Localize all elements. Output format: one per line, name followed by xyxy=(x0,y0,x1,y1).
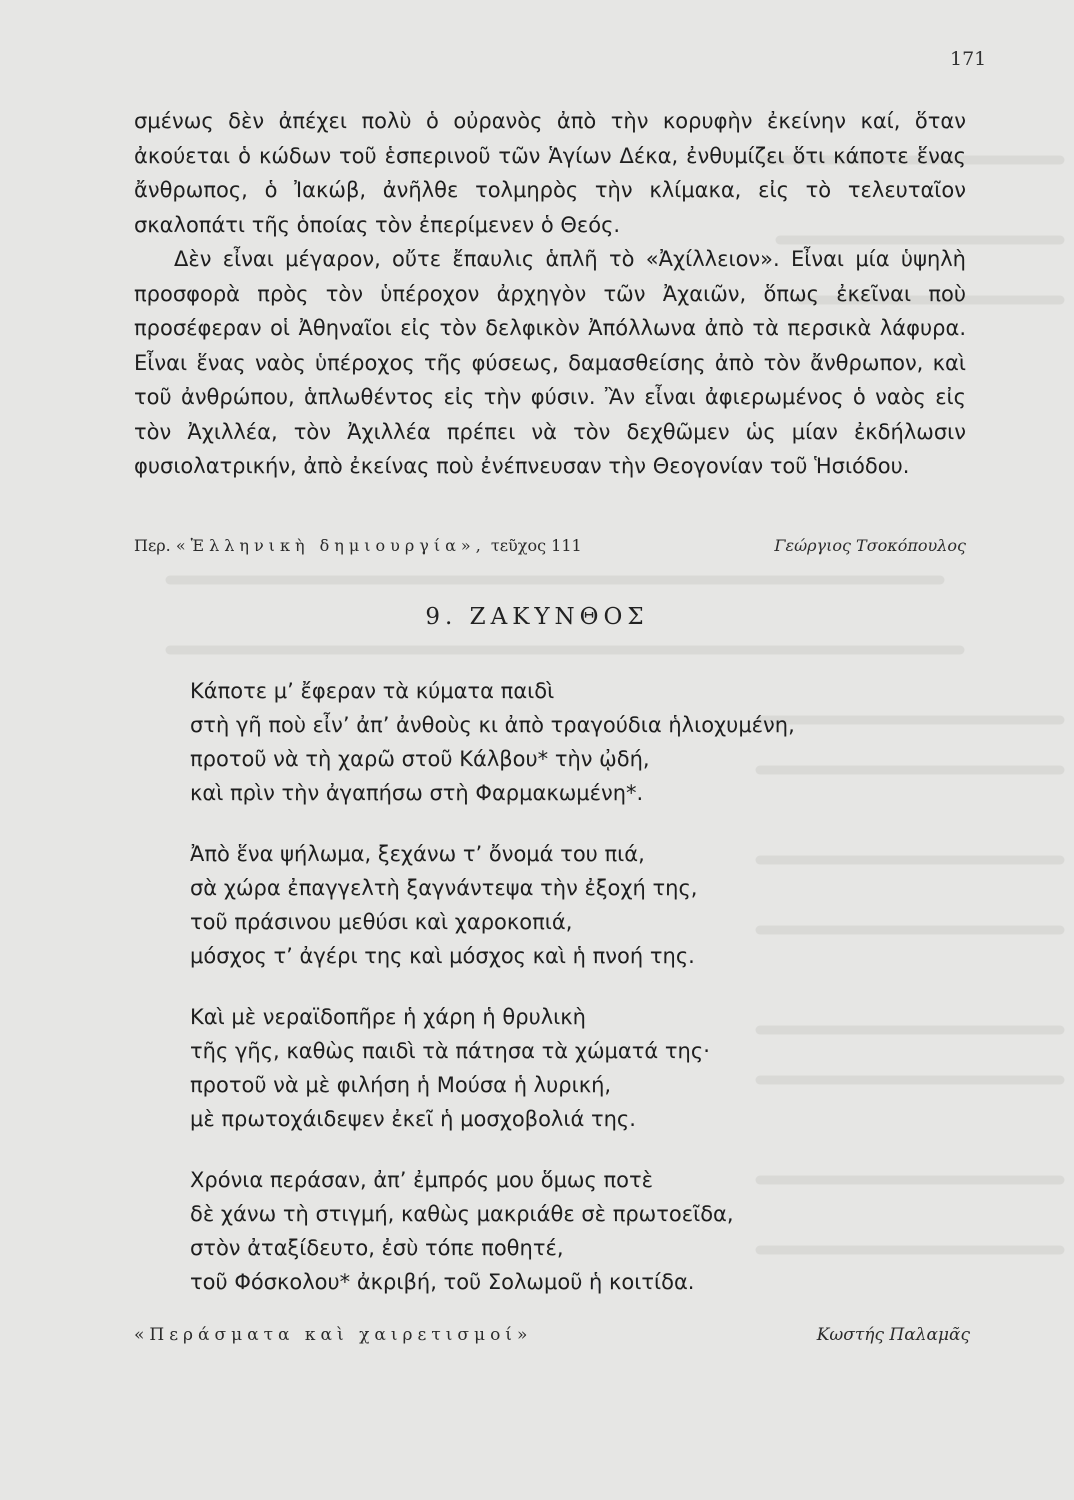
poem-stanza xyxy=(190,674,970,810)
poem-verse: Καὶ μὲ νεραϊδοπῆρε ἡ χάρη ἡ θρυλικὴ xyxy=(190,1005,586,1029)
poem-author: Κωστής Παλαμᾶς xyxy=(816,1325,970,1345)
poem-verse: μὲ πρωτοχάιδεψεν ἐκεῖ ἡ μοσχοβολιά της. xyxy=(190,1107,636,1131)
article-paragraph: Δὲν εἶναι μέγαρον, οὔτε ἔπαυλις ἁπλῆ τὸ «Ἀχίλλειον». Εἶναι μία ὑψηλὴ προσφορὰ πρὸς τὸν ὑπέροχον ἀρχηγὸν τῶν Ἀχαιῶν, ὅπως ἐκεῖναι ποὺ προσέφεραν οἱ Ἀθηναῖοι εἰς τὸν δελφικὸν Ἀπόλλωνα ἀπὸ τὰ περσικὰ λάφυρα. Εἶναι ἕνας ναὸς ὑπέροχος τῆς φύσεως, δαμασθείσης ἀπὸ τὸν ἄνθρωπον, καὶ τοῦ ἀνθρώπου, ἁπλωθέντος εἰς τὴν φύσιν. Ἂν εἶναι ἀφιερωμένος ὁ ναὸς εἰς τὸν Ἀχιλλέα, τὸν Ἀχιλλέα πρέπει νὰ τὸν δεχθῶμεν ὡς μίαν ἐκδήλωσιν φυσιολατρικήν, ἀπὸ ἐκείνας ποὺ ἐνέπνευσαν τὴν Θεογονίαν τοῦ Ἡσιόδου. xyxy=(134,247,966,478)
source-prefix: Περ. xyxy=(134,536,171,555)
article-text xyxy=(134,104,966,484)
poem-verse: μόσχος τ’ ἀγέρι της καὶ μόσχος καὶ ἡ πνοή της. xyxy=(190,944,695,968)
poem-collection-title: «Περάσματα καὶ χαιρετισμοί» xyxy=(134,1325,533,1345)
poem-verse: Ἀπὸ ἕνα ψήλωμα, ξεχάνω τ’ ὄνομά του πιά, xyxy=(190,842,645,866)
article-source xyxy=(134,536,966,555)
poem-verse: καὶ πρὶν τὴν ἀγαπήσω στὴ Φαρμακωμένη*. xyxy=(190,781,644,805)
section-title: 9. ΖΑΚΥΝΘΟΣ xyxy=(425,604,649,630)
source-reference xyxy=(134,536,582,555)
poem-verse: τοῦ Φόσκολου* ἀκριβή, τοῦ Σολωμοῦ ἡ κοιτίδα. xyxy=(190,1270,695,1294)
poem-stanza xyxy=(190,1000,970,1136)
poem-verse: τῆς γῆς, καθὼς παιδὶ τὰ πάτησα τὰ χώματά της· xyxy=(190,1039,710,1063)
poem-verse: στὴ γῆ ποὺ εἶν’ ἀπ’ ἀνθοὺς κι ἀπὸ τραγούδια ἡλιοχυμένη, xyxy=(190,713,795,737)
article-paragraph: σμένως δὲν ἀπέχει πολὺ ὁ οὐρανὸς ἀπὸ τὴν κορυφὴν ἐκείνην καί, ὅταν ἀκούεται ὁ κώδων τοῦ ἑσπερινοῦ τῶν Ἁγίων Δέκα, ἐνθυμίζει ὅτι κάποτε ἕνας ἄνθρωπος, ὁ Ἰακώβ, ἀνῆλθε τολμηρὸς τὴν κλίμακα, εἰς τὸ τελευταῖον σκαλοπάτι τῆς ὁποίας τὸν ἐπερίμενεν ὁ Θεός. xyxy=(134,109,966,237)
poem-verse: προτοῦ νὰ μὲ φιλήση ἡ Μούσα ἡ λυρική, xyxy=(190,1073,612,1097)
poem xyxy=(190,674,970,1326)
poem-verse: δὲ χάνω τὴ στιγμή, καθὼς μακριάθε σὲ πρωτοεῖδα, xyxy=(190,1202,734,1226)
poem-verse: Χρόνια περάσαν, ἀπ’ ἐμπρός μου ὅμως ποτὲ xyxy=(190,1168,654,1192)
poem-verse: προτοῦ νὰ τὴ χαρῶ στοῦ Κάλβου* τὴν ᾠδή, xyxy=(190,747,650,771)
source-issue: τεῦχος 111 xyxy=(490,536,582,555)
poem-verse: Κάποτε μ’ ἔφεραν τὰ κύματα παιδὶ xyxy=(190,679,555,703)
poem-stanza xyxy=(190,837,970,973)
poem-verse: στὸν ἀταξίδευτο, ἐσὺ τόπε ποθητέ, xyxy=(190,1236,564,1260)
poem-source xyxy=(134,1325,970,1345)
source-author: Γεώργιος Τσοκόπουλος xyxy=(774,536,966,555)
source-journal: «Ἑλληνικὴ δημιουργία», xyxy=(175,536,486,555)
poem-verse: σὰ χώρα ἐπαγγελτὴ ξαγνάντεψα τὴν ἐξοχή της, xyxy=(190,876,698,900)
poem-verse: τοῦ πράσινου μεθύσι καὶ χαροκοπιά, xyxy=(190,910,573,934)
page-number: 171 xyxy=(950,48,987,70)
poem-stanza xyxy=(190,1163,970,1299)
